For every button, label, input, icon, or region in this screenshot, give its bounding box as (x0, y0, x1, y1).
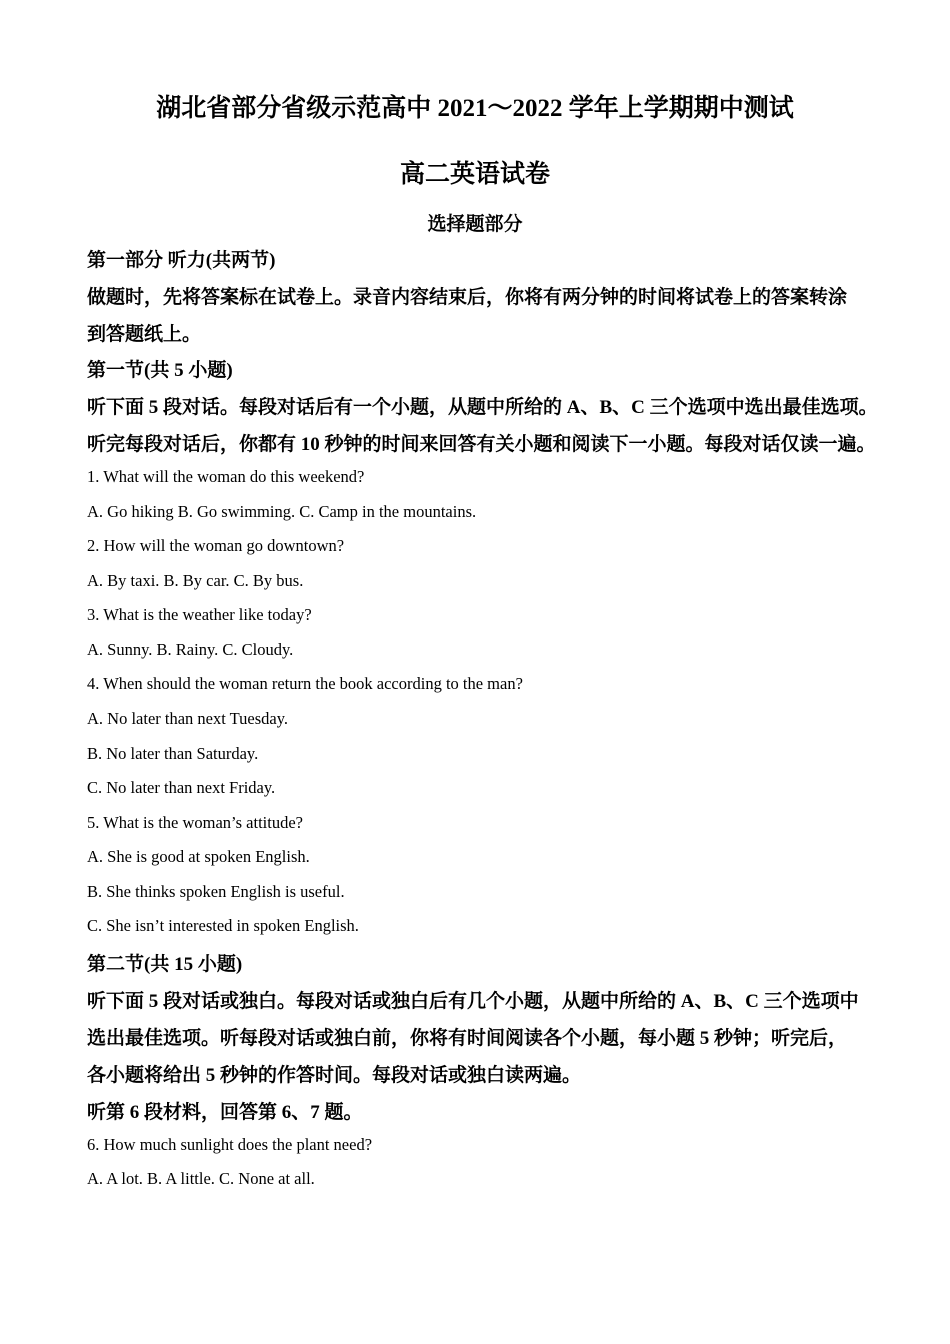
exam-subtitle: 高二英语试卷 (399, 161, 550, 188)
directions-line: 各小题将给出 5 秒钟的作答时间。每段对话或独白读两遍。 (87, 1065, 582, 1086)
question-option: B. She thinks spoken English is useful. (87, 882, 345, 901)
question-option: C. She isn’t interested in spoken English. (87, 916, 359, 935)
exam-title: 湖北省部分省级示范高中 2021～2022 学年上学期期中测试 (156, 95, 794, 122)
instruction-line: 做题时，先将答案标在试卷上。录音内容结束后，你将有两分钟的时间将试卷上的答案转涂 (87, 287, 848, 308)
question-stem: 4. When should the woman return the book according to the man? (87, 674, 523, 693)
question-stem: 2. How will the woman go downtown? (87, 536, 345, 555)
instruction-line: 到答题纸上。 (87, 324, 202, 345)
question-option: A. She is good at spoken English. (87, 847, 310, 866)
question-stem: 3. What is the weather like today? (87, 605, 312, 624)
question-options: A. Sunny. B. Rainy. C. Cloudy. (87, 640, 294, 659)
question-options: A. Go hiking B. Go swimming. C. Camp in the mountains. (87, 502, 477, 521)
directions-line: 听完每段对话后，你都有 10 秒钟的时间来回答有关小题和阅读下一小题。每段对话仅读一遍。 (87, 434, 876, 455)
question-options: A. By taxi. B. By car. C. By bus. (87, 571, 304, 590)
part-heading: 第一部分 听力(共两节) (87, 250, 276, 271)
material-heading: 听第 6 段材料，回答第 6、7 题。 (87, 1102, 363, 1123)
question-stem: 6. How much sunlight does the plant need? (87, 1135, 373, 1154)
directions-line: 听下面 5 段对话或独白。每段对话或独白后有几个小题，从题中所给的 A、B、C 三个选项中 (87, 991, 859, 1012)
question-options: A. A lot. B. A little. C. None at all. (87, 1169, 315, 1188)
question-option: C. No later than next Friday. (87, 778, 276, 797)
section-heading: 第二节(共 15 小题) (87, 954, 243, 975)
question-stem: 1. What will the woman do this weekend? (87, 467, 365, 486)
question-option: A. No later than next Tuesday. (87, 709, 289, 728)
directions-line: 听下面 5 段对话。每段对话后有一个小题，从题中所给的 A、B、C 三个选项中选出最佳选项。 (87, 397, 878, 418)
question-stem: 5. What is the woman’s attitude? (87, 813, 303, 832)
section-heading: 第一节(共 5 小题) (87, 360, 233, 381)
part-label: 选择题部分 (427, 214, 523, 235)
directions-line: 选出最佳选项。听每段对话或独白前，你将有时间阅读各个小题，每小题 5 秒钟；听完后， (87, 1028, 848, 1049)
question-option: B. No later than Saturday. (87, 744, 259, 763)
